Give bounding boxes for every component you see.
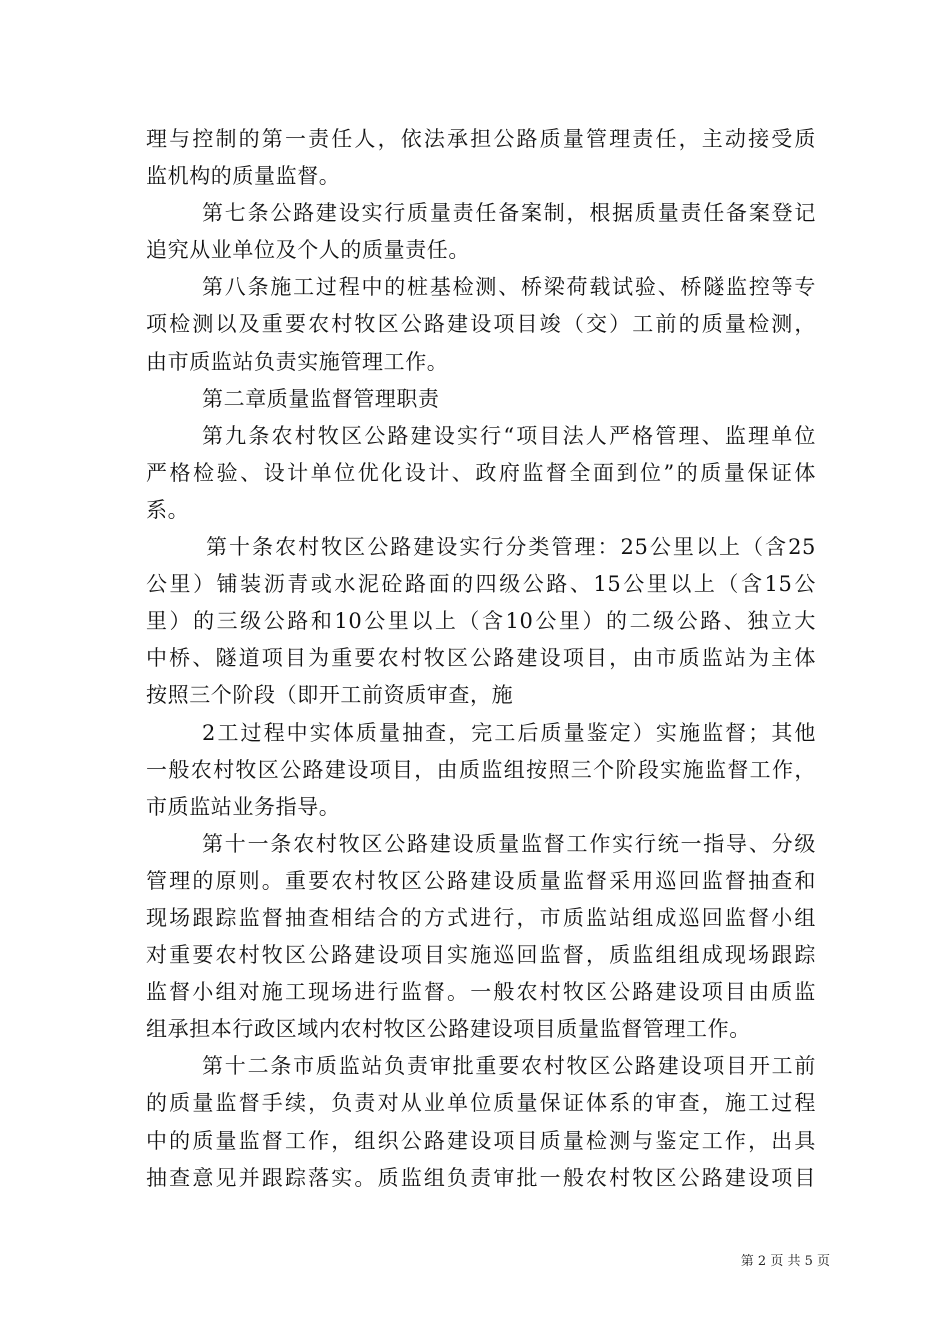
- text-line: 由市质监站负责实施管理工作。: [146, 349, 449, 374]
- text-line: 组承担本行政区域内农村牧区公路建设项目质量监督管理工作。: [146, 1017, 751, 1042]
- text-line: 按照三个阶段（即开工前资质审查，施: [146, 683, 514, 708]
- text-line: 第七条公路建设实行质量责任备案制，根据质量责任备案登记: [202, 201, 816, 226]
- text-line: 中桥、隧道项目为重要农村牧区公路建设项目，由市质监站为主体: [146, 646, 816, 671]
- text-line: 第九条农村牧区公路建设实行“项目法人严格管理、监理单位: [202, 423, 816, 448]
- text-line: 的质量监督手续，负责对从业单位质量保证体系的审查，施工过程: [146, 1091, 816, 1116]
- text-line: 中的质量监督工作，组织公路建设项目质量检测与鉴定工作，出具: [146, 1128, 816, 1153]
- text-line: 监机构的质量监督。: [146, 164, 341, 189]
- text-line: 2工过程中实体质量抽查，完工后质量鉴定）实施监督；其他: [202, 720, 816, 745]
- text-line: 第八条施工过程中的桩基检测、桥梁荷载试验、桥隧监控等专: [202, 275, 816, 300]
- text-line: 管理的原则。重要农村牧区公路建设质量监督采用巡回监督抽查和: [146, 868, 816, 893]
- page-number: 第 2 页 共 5 页: [740, 1254, 830, 1269]
- text-line: 追究从业单位及个人的质量责任。: [146, 238, 470, 263]
- text-line: 市质监站业务指导。: [146, 794, 341, 819]
- text-line: 第十二条市质监站负责审批重要农村牧区公路建设项目开工前: [202, 1054, 816, 1079]
- text-line: 理与控制的第一责任人，依法承担公路质量管理责任，主动接受质: [146, 127, 816, 151]
- text-line: 项检测以及重要农村牧区公路建设项目竣（交）工前的质量检测，: [146, 312, 816, 337]
- chapter-heading: 第二章质量监督管理职责: [202, 386, 440, 411]
- text-line: 系。: [146, 497, 190, 522]
- text-line: 现场跟踪监督抽查相结合的方式进行，市质监站组成巡回监督小组: [146, 905, 816, 930]
- text-line: 公里）铺装沥青或水泥砼路面的四级公路、15公里以上（含15公: [146, 572, 816, 597]
- text-line: 对重要农村牧区公路建设项目实施巡回监督，质监组组成现场跟踪: [146, 943, 816, 968]
- text-line: 里）的三级公路和10公里以上（含10公里）的二级公路、独立大: [146, 609, 816, 634]
- text-line: 抽查意见并跟踪落实。质监组负责审批一般农村牧区公路建设项目: [146, 1165, 816, 1190]
- document-body: [146, 121, 816, 1197]
- text-line: 严格检验、设计单位优化设计、政府监督全面到位”的质量保证体: [146, 460, 816, 485]
- text-line: 一般农村牧区公路建设项目，由质监组按照三个阶段实施监督工作，: [146, 757, 816, 782]
- text-line: 第十一条农村牧区公路建设质量监督工作实行统一指导、分级: [202, 831, 816, 856]
- text-line: 监督小组对施工现场进行监督。一般农村牧区公路建设项目由质监: [146, 980, 816, 1005]
- text-line: 第十条农村牧区公路建设实行分类管理：25公里以上（含25: [206, 535, 816, 560]
